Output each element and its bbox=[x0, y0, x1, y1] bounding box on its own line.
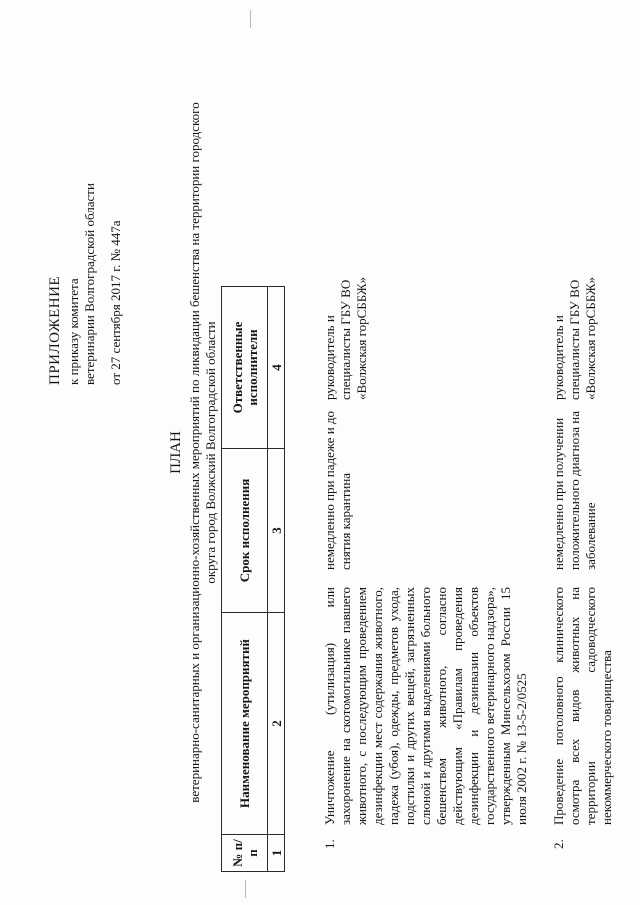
row-2-name: Проведение поголовного клинического осмотра всех видов животных на территории садоводческого некоммерческого товарищества bbox=[551, 587, 614, 825]
row-2-num: 2. bbox=[551, 839, 566, 849]
col-number: 1 bbox=[268, 835, 285, 872]
plan-title: ПЛАН bbox=[168, 431, 184, 474]
plan-subtitle-line1: ветеринарно-санитарных и организационно-хозяйственных мероприятий по ликвидации бешенства на территории городского bbox=[187, 102, 202, 803]
col-number: 3 bbox=[268, 449, 285, 613]
to-order-line: к приказу комитета bbox=[66, 278, 81, 385]
col-number: 2 bbox=[268, 613, 285, 835]
plan-subtitle-line2: округа город Волжский Волгоградской области bbox=[203, 321, 218, 584]
header-responsible: Ответственные исполнители bbox=[222, 287, 268, 449]
header-num: № п/п bbox=[222, 835, 268, 872]
committee-line: ветеринарии Волгоградской области bbox=[82, 183, 97, 385]
row-1-responsible: руководитель и специалисты ГБУ ВО «Волжская горСББЖ» bbox=[322, 276, 369, 400]
row-2-term: немедленно при получении положительного диагноза на заболевание bbox=[551, 411, 598, 570]
appendix-title: ПРИЛОЖЕНИЕ bbox=[47, 275, 63, 385]
row-1-name: Уничтожение (утилизация) или захоронение на скотомогильнике павшего животного, с последующим проведением дезинфекции мест содержания животного, падежа (убоя), одежды, предметов ухода, подстилки и других вещей, загрязненных слюной и другими выделениями больного бешенством животного, согласно действующим «Правилам проведения дезинфекции и дезинвазии объектов государственного ветеринарного надзора», утвержденным Минсельхозом России 15 июля 2002 г. № 13-5-2/0525 bbox=[322, 587, 529, 825]
order-date-line: от 27 сентября 2017 г. № 447а bbox=[108, 220, 123, 385]
col-number: 4 bbox=[268, 287, 285, 449]
header-name: Наименование мероприятий bbox=[222, 613, 268, 835]
plan-table-header bbox=[221, 286, 285, 872]
row-1-term: немедленно при падеже и до снятия карантина bbox=[322, 410, 353, 570]
row-2-responsible: руководитель и специалисты ГБУ ВО «Волжская горСББЖ» bbox=[551, 276, 598, 400]
header-term: Срок исполнения bbox=[222, 449, 268, 613]
row-1-num: 1. bbox=[322, 839, 337, 849]
